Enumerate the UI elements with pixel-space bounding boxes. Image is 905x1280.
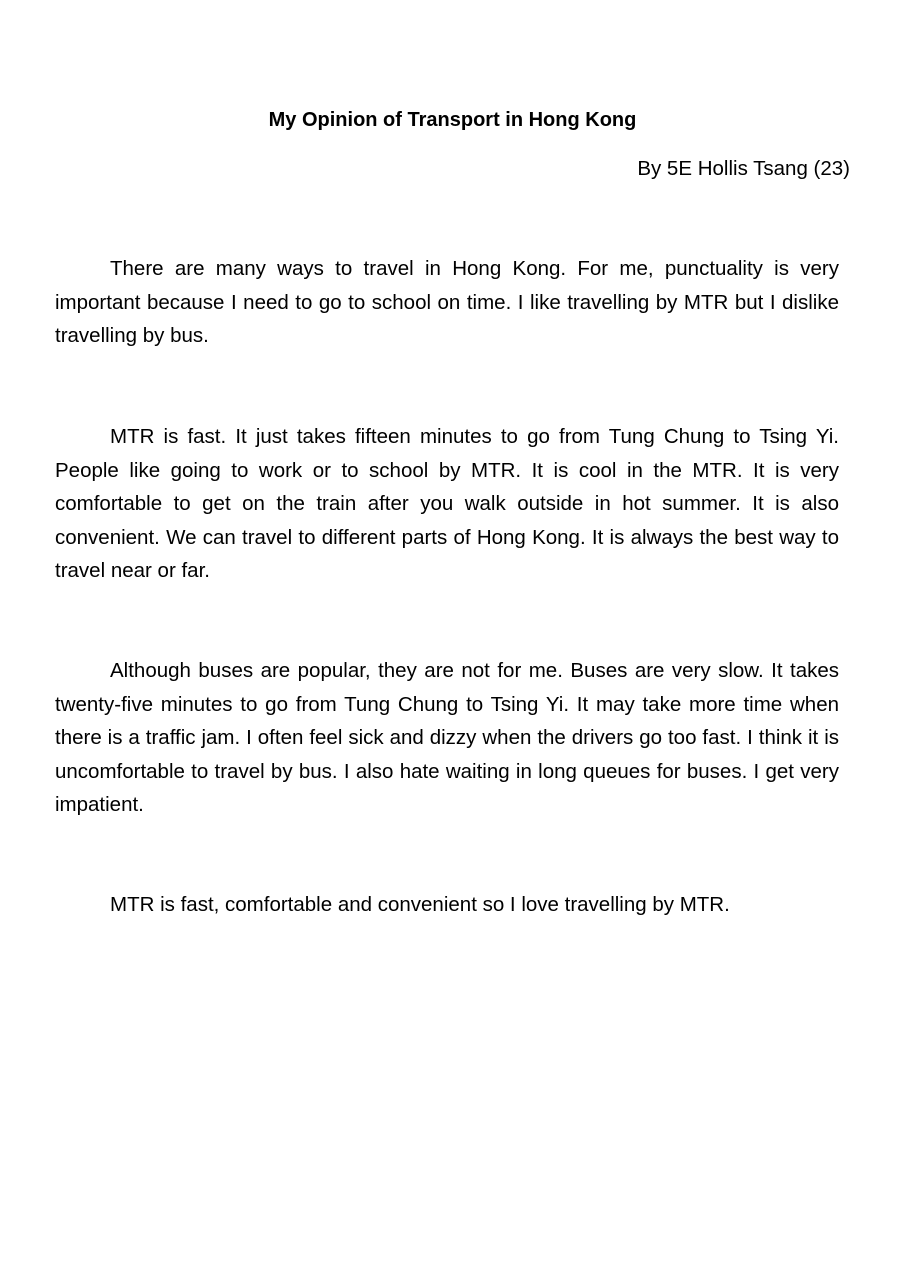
author-byline: By 5E Hollis Tsang (23) xyxy=(637,157,850,180)
paragraph-mtr: MTR is fast. It just takes fifteen minutes to go from Tung Chung to Tsing Yi. People like going to work or to school by MTR. It is cool in the MTR. It is very comfortable to get on the train after you walk outside in hot summer. It is also convenient. We can travel to different parts of Hong Kong. It is always the best way to travel near or far. xyxy=(55,425,839,583)
paragraph-introduction: There are many ways to travel in Hong Kong. For me, punctuality is very important because I need to go to school on time. I like travelling by MTR but I dislike travelling by bus. xyxy=(55,257,839,348)
paragraph-buses: Although buses are popular, they are not for me. Buses are very slow. It takes twenty-five minutes to go from Tung Chung to Tsing Yi. It may take more time when there is a traffic jam. I often feel sick and dizzy when the drivers go too fast. I think it is uncomfortable to travel by bus. I also hate waiting in long queues for buses. I get very impatient. xyxy=(55,659,839,817)
paragraph-conclusion: MTR is fast, comfortable and convenient so I love travelling by MTR. xyxy=(110,893,730,916)
document-title: My Opinion of Transport in Hong Kong xyxy=(268,109,637,131)
